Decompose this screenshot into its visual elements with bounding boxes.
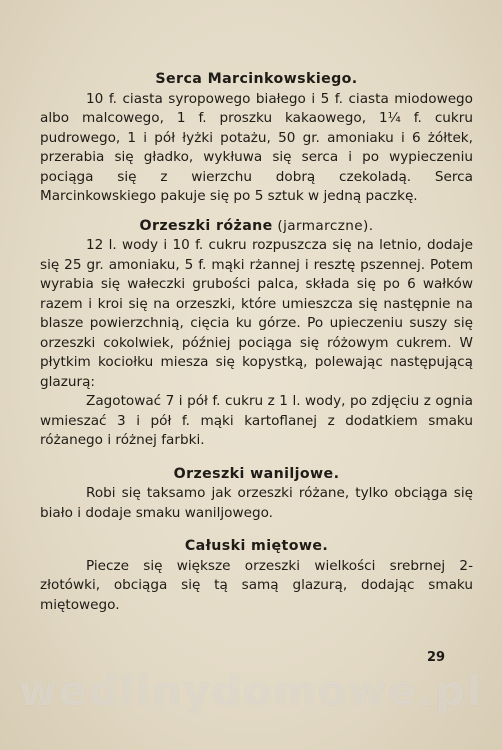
recipe-paragraph: Robi się taksamo jak orzeszki różane, tylko obciąga się biało i dodaje smaku waniljowego.	[40, 485, 473, 521]
page-content	[40, 70, 473, 615]
recipe-title	[40, 465, 473, 485]
watermark: wedlinydomowe.pl	[18, 667, 484, 715]
recipe-paragraph: 10 f. ciasta syropowego białego i 5 f. ciasta miodowego albo malcowego, 1 f. proszku kakaowego, 1¼ f. cukru pudrowego, 1 i pół łyżki potażu, 50 gr. amoniaku i 6 żółtek, przerabia się gładko, wykłuwa się serca i po wypieczeniu pociąga się z wierzchu dobrą czekoladą. Serca Marcinkowskiego pakuje się po 5 sztuk w jedną paczkę.	[40, 90, 473, 204]
recipe-title-text: Serca Marcinkowskiego.	[155, 71, 358, 87]
recipe-section	[40, 537, 473, 615]
recipe-section	[40, 465, 473, 524]
recipe-title	[40, 217, 473, 237]
recipe-paragraph: Piecze się większe orzeszki wielkości srebrnej 2-złotówki, obciąga się tą samą glazurą, dodając smaku miętowego.	[40, 557, 473, 613]
recipe-paragraph: Zagotować 7 i pół f. cukru z 1 l. wody, po zdjęciu z ognia wmieszać 3 i pół f. mąki kartoflanej z dodatkiem smaku różanego i różnej farbki.	[40, 393, 473, 448]
recipe-section	[40, 217, 473, 451]
recipe-section	[40, 70, 473, 207]
recipe-title-text: Orzeszki waniljowe.	[173, 465, 340, 482]
recipe-paragraph: 12 l. wody i 10 f. cukru rozpuszcza się na letnio, dodaje się 25 gr. amoniaku, 5 f. mąki rżannej i resztę pszennej. Potem wyrabia się wałeczki grubości palca, składa się po 6 wałków razem i kroi się na orzeszki, które umieszcza się następnie na blasze powierzchnią, cięcia ku górze. Po upieczeniu suszy się orzeszki cokolwiek, później pociąga się różowym cukrem. W płytkim kociołku miesza się kopystką, polewając następującą glazurą:	[40, 237, 473, 390]
recipe-title	[40, 537, 473, 557]
recipe-title-text: Orzeszki różane	[139, 217, 273, 234]
recipe-title	[40, 70, 473, 90]
recipe-subtitle: (jarmarczne).	[272, 217, 374, 234]
recipe-title-text: Całuski miętowe.	[184, 538, 329, 554]
page-number: 29	[427, 650, 446, 665]
